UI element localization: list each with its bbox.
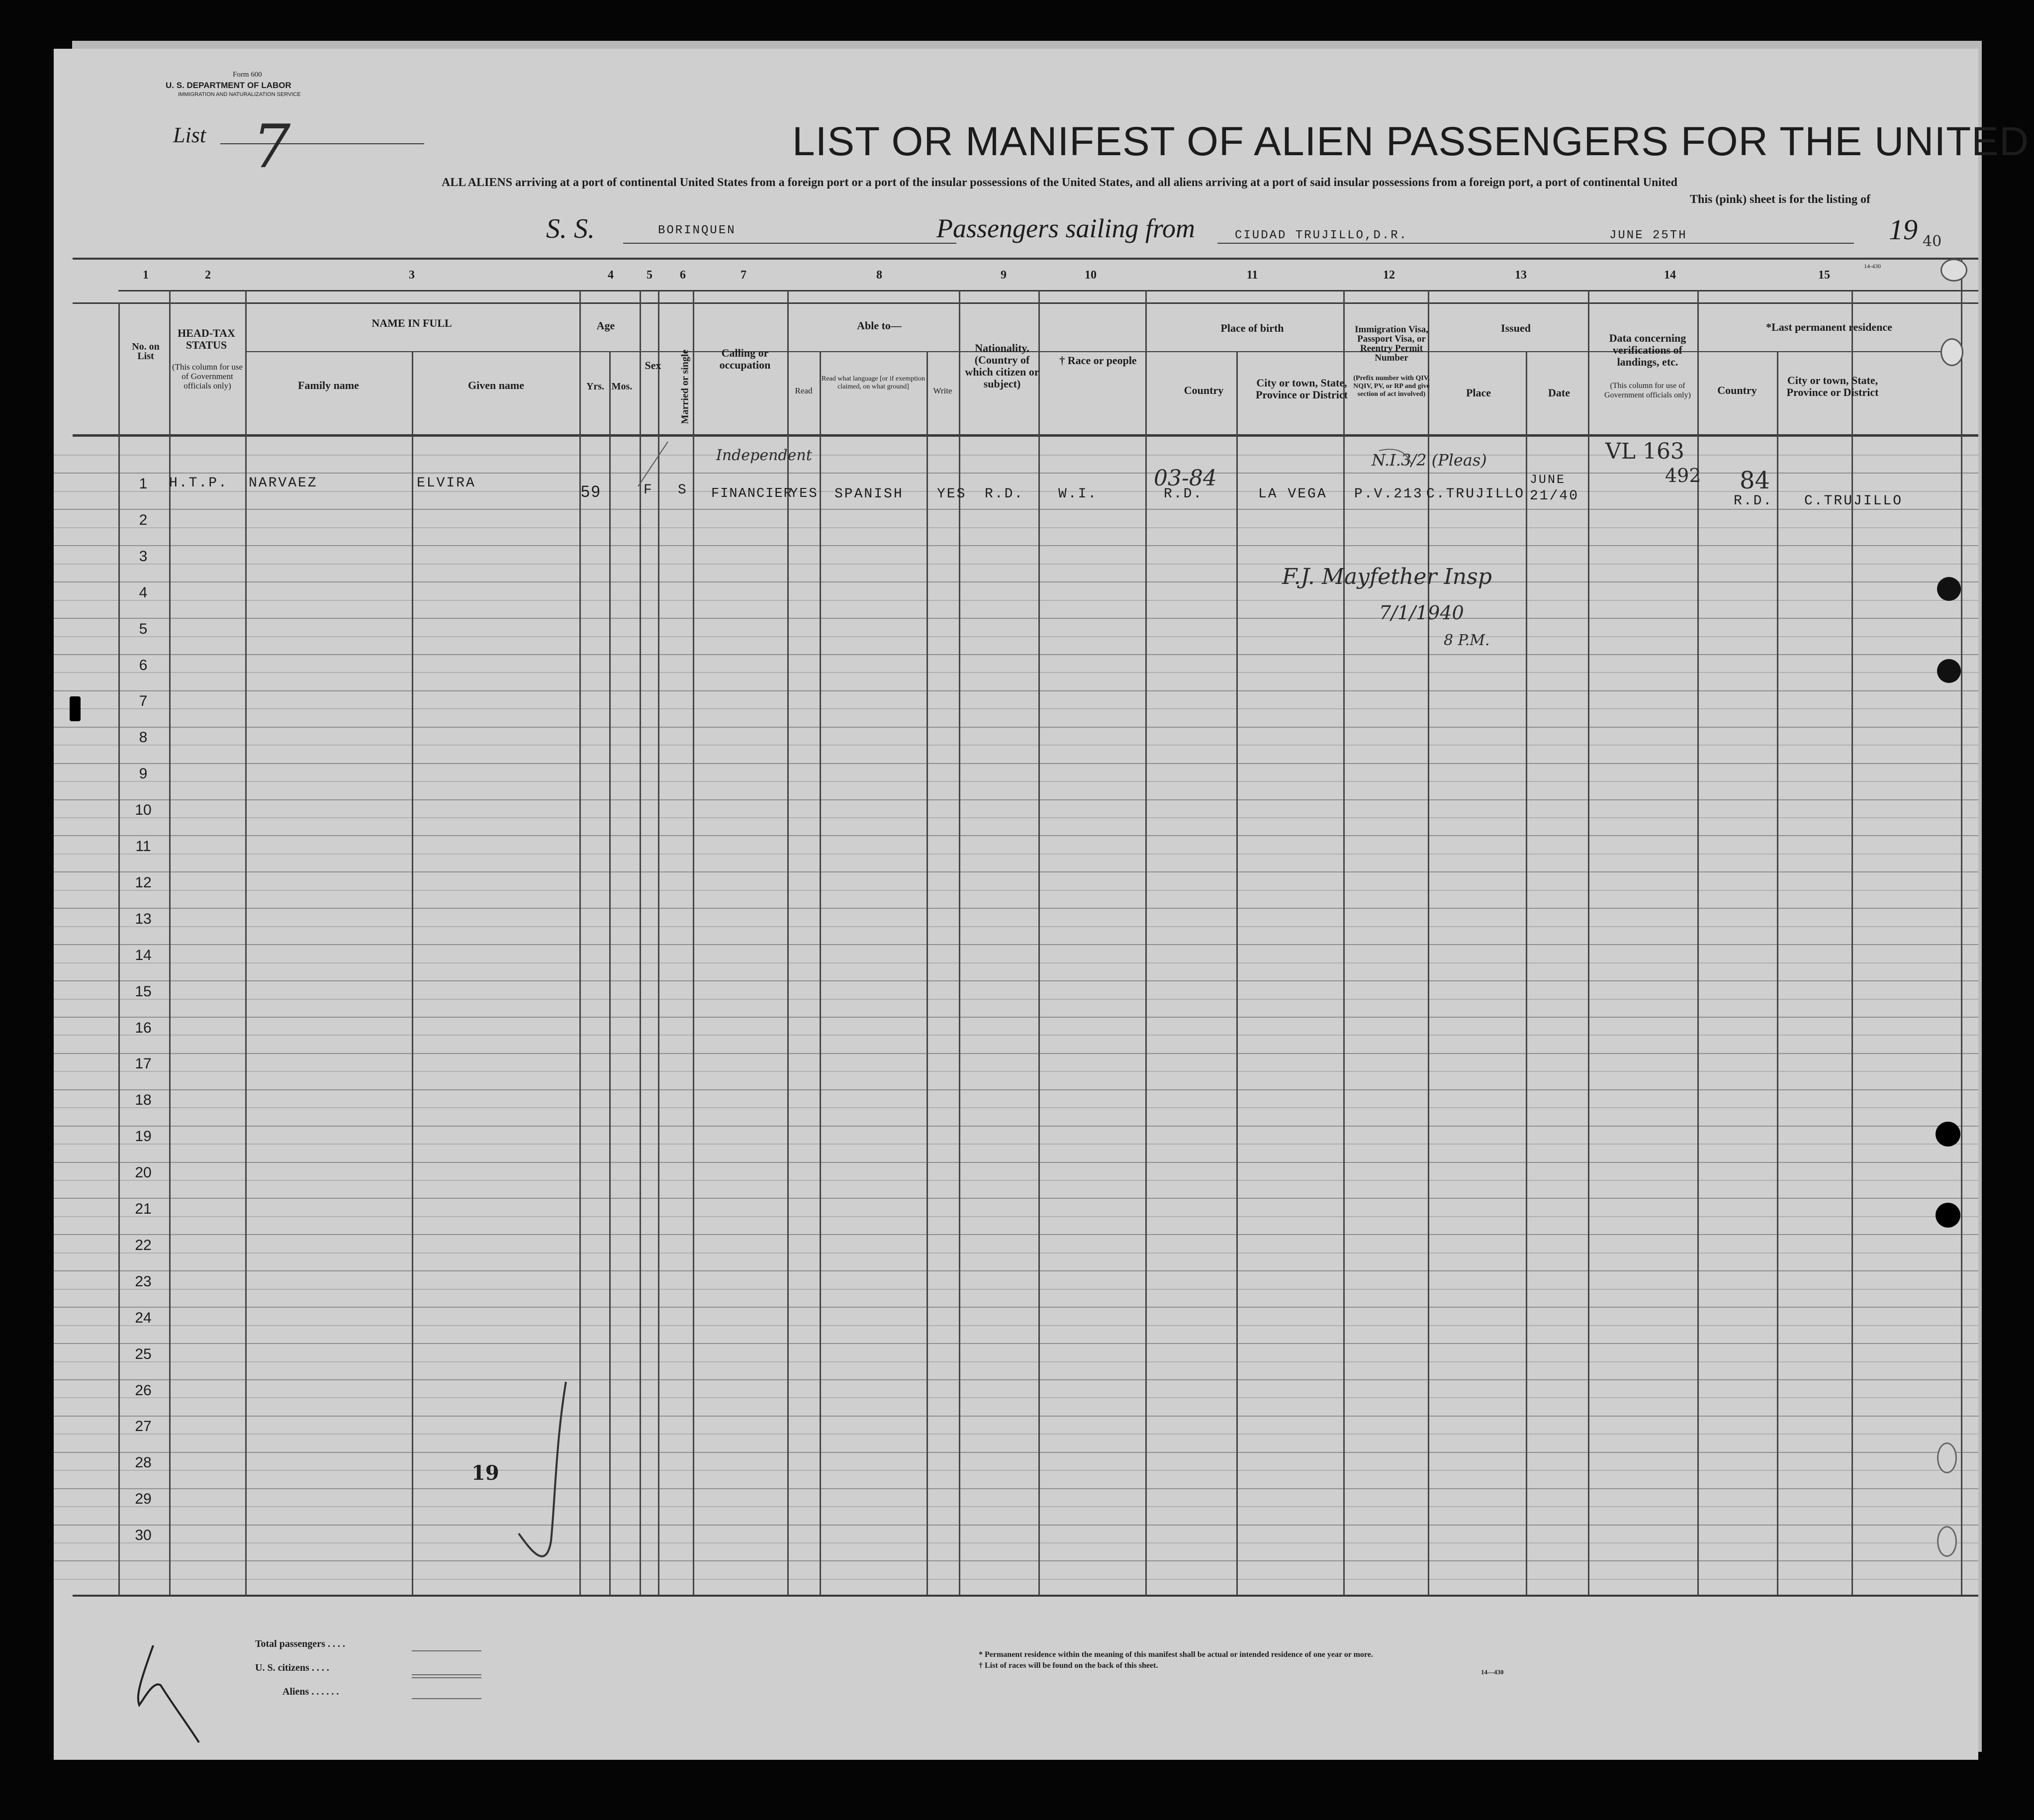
entry-verification-hand-1: VL 163 — [1605, 439, 1684, 464]
entry-head-tax: H.T.P. — [169, 476, 228, 491]
binder-hole — [1936, 1122, 1960, 1147]
row-number: 2 — [139, 511, 148, 528]
header-nationality: Nationality. (Country of which citizen or subject) — [965, 342, 1039, 390]
col-number-7: 7 — [740, 269, 746, 282]
row-number: 15 — [135, 983, 152, 1000]
col-number-3: 3 — [409, 269, 415, 282]
row-number: 20 — [135, 1164, 152, 1181]
header-verifications-note: (This column for use of Government officials only) — [1604, 382, 1691, 399]
row-number: 16 — [135, 1019, 152, 1036]
entry-issued-month: JUNE — [1530, 473, 1566, 487]
check-mark — [519, 1382, 566, 1556]
row-number: 24 — [135, 1309, 152, 1326]
col-number-15: 15 — [1818, 269, 1830, 282]
entry-issued-date: 21/40 — [1530, 488, 1579, 504]
entry-visa: P.V.213 — [1354, 486, 1423, 502]
entry-verification-hand-2: 492 — [1665, 465, 1701, 486]
row-number: 30 — [135, 1527, 152, 1544]
sailing-label: Passengers sailing from — [936, 213, 1196, 243]
header-age-mos: Mos. — [611, 381, 633, 392]
row-number: 12 — [135, 874, 152, 891]
row-number: 10 — [135, 802, 152, 819]
header-place-of-birth: Place of birth — [1220, 322, 1284, 334]
manifest-subtitle-2: This (pink) sheet is for the listing of — [1690, 193, 1870, 206]
row-number: 7 — [139, 693, 148, 710]
col-number-4: 4 — [608, 269, 614, 282]
header-verifications: Data concerning verifications of landings, etc. — [1609, 332, 1686, 368]
entry-read: YES — [790, 486, 819, 501]
form-code: 14-430 — [1864, 263, 1881, 270]
service-label: IMMIGRATION AND NATURALIZATION SERVICE — [178, 92, 301, 97]
binder-hole — [1937, 577, 1961, 601]
header-head-tax-note: (This column for use of Government officials only) — [172, 362, 243, 390]
row-number: 8 — [139, 729, 148, 746]
sailing-date: JUNE 25TH — [1609, 229, 1687, 242]
entry-age-yrs: 59 — [581, 482, 602, 500]
header-sex: Sex — [645, 359, 661, 372]
header-read-language: Read what language [or if exemption claimed, on what ground] — [822, 375, 925, 390]
col-number-1: 1 — [143, 269, 149, 282]
header-family-name: Family name — [298, 379, 359, 391]
row-number: 19 — [135, 1128, 152, 1145]
binder-hole — [1937, 1442, 1957, 1473]
entry-married: S — [678, 482, 688, 498]
binder-notch — [70, 696, 81, 721]
footnote-residence: * Permanent residence within the meaning of this manifest shall be actual or intended residence of one year or more. — [979, 1650, 1373, 1659]
col-number-12: 12 — [1383, 269, 1395, 282]
header-name-in-full: NAME IN FULL — [371, 317, 452, 329]
header-age: Age — [596, 319, 615, 332]
header-calling: Calling or occupation — [719, 347, 771, 371]
row-number: 9 — [139, 766, 148, 782]
row-number: 18 — [135, 1092, 152, 1109]
binder-hole — [1937, 659, 1961, 683]
entry-race: W.I. — [1058, 486, 1098, 502]
header-issued-date: Date — [1548, 386, 1570, 399]
entry-residence-city: C.TRUJILLO — [1804, 493, 1903, 509]
entry-issued-place: C.TRUJILLO — [1426, 486, 1525, 502]
col-number-6: 6 — [680, 269, 686, 282]
header-residence-city: City or town, State, Province or District — [1786, 374, 1879, 398]
row-number: 26 — [135, 1382, 152, 1399]
manifest-title: LIST OR MANIFEST OF ALIEN PASSENGERS FOR THE UNITED — [792, 119, 2030, 164]
col-number-11: 11 — [1246, 269, 1258, 282]
handwritten-marks — [54, 49, 1978, 1760]
header-issued: Issued — [1501, 322, 1531, 334]
row-number: 6 — [139, 657, 148, 673]
sex-column-slash — [638, 442, 668, 486]
header-married: Married or single — [679, 349, 691, 424]
entry-visa-hand: N.I.3/2 (Pleas) — [1372, 451, 1487, 470]
col-number-9: 9 — [1001, 269, 1007, 282]
sailing-from: CIUDAD TRUJILLO,D.R. — [1235, 229, 1408, 242]
header-issued-place: Place — [1466, 386, 1491, 399]
entry-birth-country: R.D. — [1164, 486, 1203, 502]
binder-hole — [1941, 259, 1967, 282]
year-prefix: 19 — [1889, 213, 1918, 246]
department-label: U. S. DEPARTMENT OF LABOR — [166, 81, 291, 90]
year-suffix: 40 — [1923, 233, 1942, 250]
entry-nationality: R.D. — [985, 486, 1024, 502]
header-given-name: Given name — [467, 379, 525, 391]
header-head-tax: HEAD-TAX STATUS — [178, 327, 235, 351]
row-number: 28 — [135, 1454, 152, 1471]
row-number: 5 — [139, 620, 148, 637]
header-age-yrs: Yrs. — [586, 381, 605, 392]
footnote-races: † List of races will be found on the back of this sheet. — [979, 1661, 1158, 1670]
row-number: 25 — [135, 1345, 152, 1362]
entry-write: YES — [937, 486, 967, 502]
row-number: 29 — [135, 1491, 152, 1508]
list-number: 7 — [253, 112, 291, 182]
stamp-number: 19 — [471, 1461, 499, 1485]
header-visa-note: (Prefix number with QIV, NQIV, PV, or RP and give section of act involved) — [1353, 375, 1430, 398]
form-number: Form 600 — [233, 71, 262, 79]
total-passengers-label: Total passengers . . . . — [255, 1638, 345, 1649]
header-residence-country: Country — [1717, 384, 1757, 396]
row-number: 23 — [135, 1273, 152, 1290]
header-race: † Race or people — [1059, 354, 1137, 367]
header-write: Write — [933, 386, 952, 395]
inspector-annotation: F.J. Mayfether Insp — [1282, 564, 1492, 589]
aliens-label: Aliens . . . . . . — [282, 1686, 339, 1697]
col-number-10: 10 — [1085, 269, 1097, 282]
entry-language: SPANISH — [834, 486, 904, 502]
row-number: 27 — [135, 1418, 152, 1435]
entry-residence-country: R.D. — [1734, 493, 1773, 509]
header-no-on-list: No. on List — [132, 341, 160, 362]
row-number: 13 — [135, 910, 152, 927]
us-citizens-label: U. S. citizens . . . . — [255, 1662, 329, 1673]
col-number-5: 5 — [647, 269, 652, 282]
margin-mark — [138, 1645, 199, 1742]
col-number-14: 14 — [1664, 269, 1676, 282]
row-number: 4 — [139, 584, 148, 601]
inspector-date: 7/1/1940 — [1379, 602, 1464, 624]
ss-label: S. S. — [546, 213, 595, 244]
footer-code: 14—430 — [1481, 1668, 1504, 1676]
binder-hole — [1936, 1203, 1960, 1228]
entry-occupation-hand: Independent — [716, 447, 812, 464]
row-number: 14 — [135, 947, 152, 963]
entry-residence-country-hand: 84 — [1740, 467, 1770, 494]
col-number-8: 8 — [876, 269, 882, 282]
header-birth-country: Country — [1184, 384, 1224, 396]
binder-hole — [1941, 338, 1963, 366]
entry-sex: F — [644, 482, 653, 498]
row-number: 1 — [139, 476, 148, 492]
binder-hole — [1937, 1526, 1957, 1557]
header-last-residence: *Last permanent residence — [1766, 321, 1892, 333]
entry-occupation: FINANCIER — [711, 486, 793, 501]
row-number: 17 — [135, 1055, 152, 1072]
entry-birth-city: LA VEGA — [1258, 486, 1327, 502]
header-visa: Immigration Visa, Passport Visa, or Reentry Permit Number — [1355, 324, 1428, 363]
row-number: 3 — [139, 548, 148, 565]
manifest-sheet — [54, 49, 2030, 1760]
col-number-2: 2 — [205, 269, 211, 282]
header-able-to: Able to— — [857, 319, 902, 332]
header-birth-city: City or town, State, Province or District — [1256, 377, 1348, 401]
row-number: 21 — [135, 1201, 152, 1217]
manifest-subtitle-1: ALL ALIENS arriving at a port of continental United States from a foreign port or a port of the insular possessions of the United States, and all aliens arriving at a port of said insular possessions from a foreign port, a port of continental United — [442, 176, 1677, 189]
inspector-time: 8 P.M. — [1444, 632, 1490, 649]
header-read: Read — [795, 386, 813, 395]
entry-birth-country-hand: 03-84 — [1154, 466, 1217, 491]
ship-name: BORINQUEN — [658, 224, 736, 237]
entry-given-name: ELVIRA — [417, 476, 476, 491]
entry-family-name: NARVAEZ — [249, 476, 318, 491]
col-number-13: 13 — [1515, 269, 1527, 282]
row-number: 22 — [135, 1237, 152, 1253]
row-number: 11 — [135, 838, 151, 855]
list-label: List — [173, 123, 206, 147]
